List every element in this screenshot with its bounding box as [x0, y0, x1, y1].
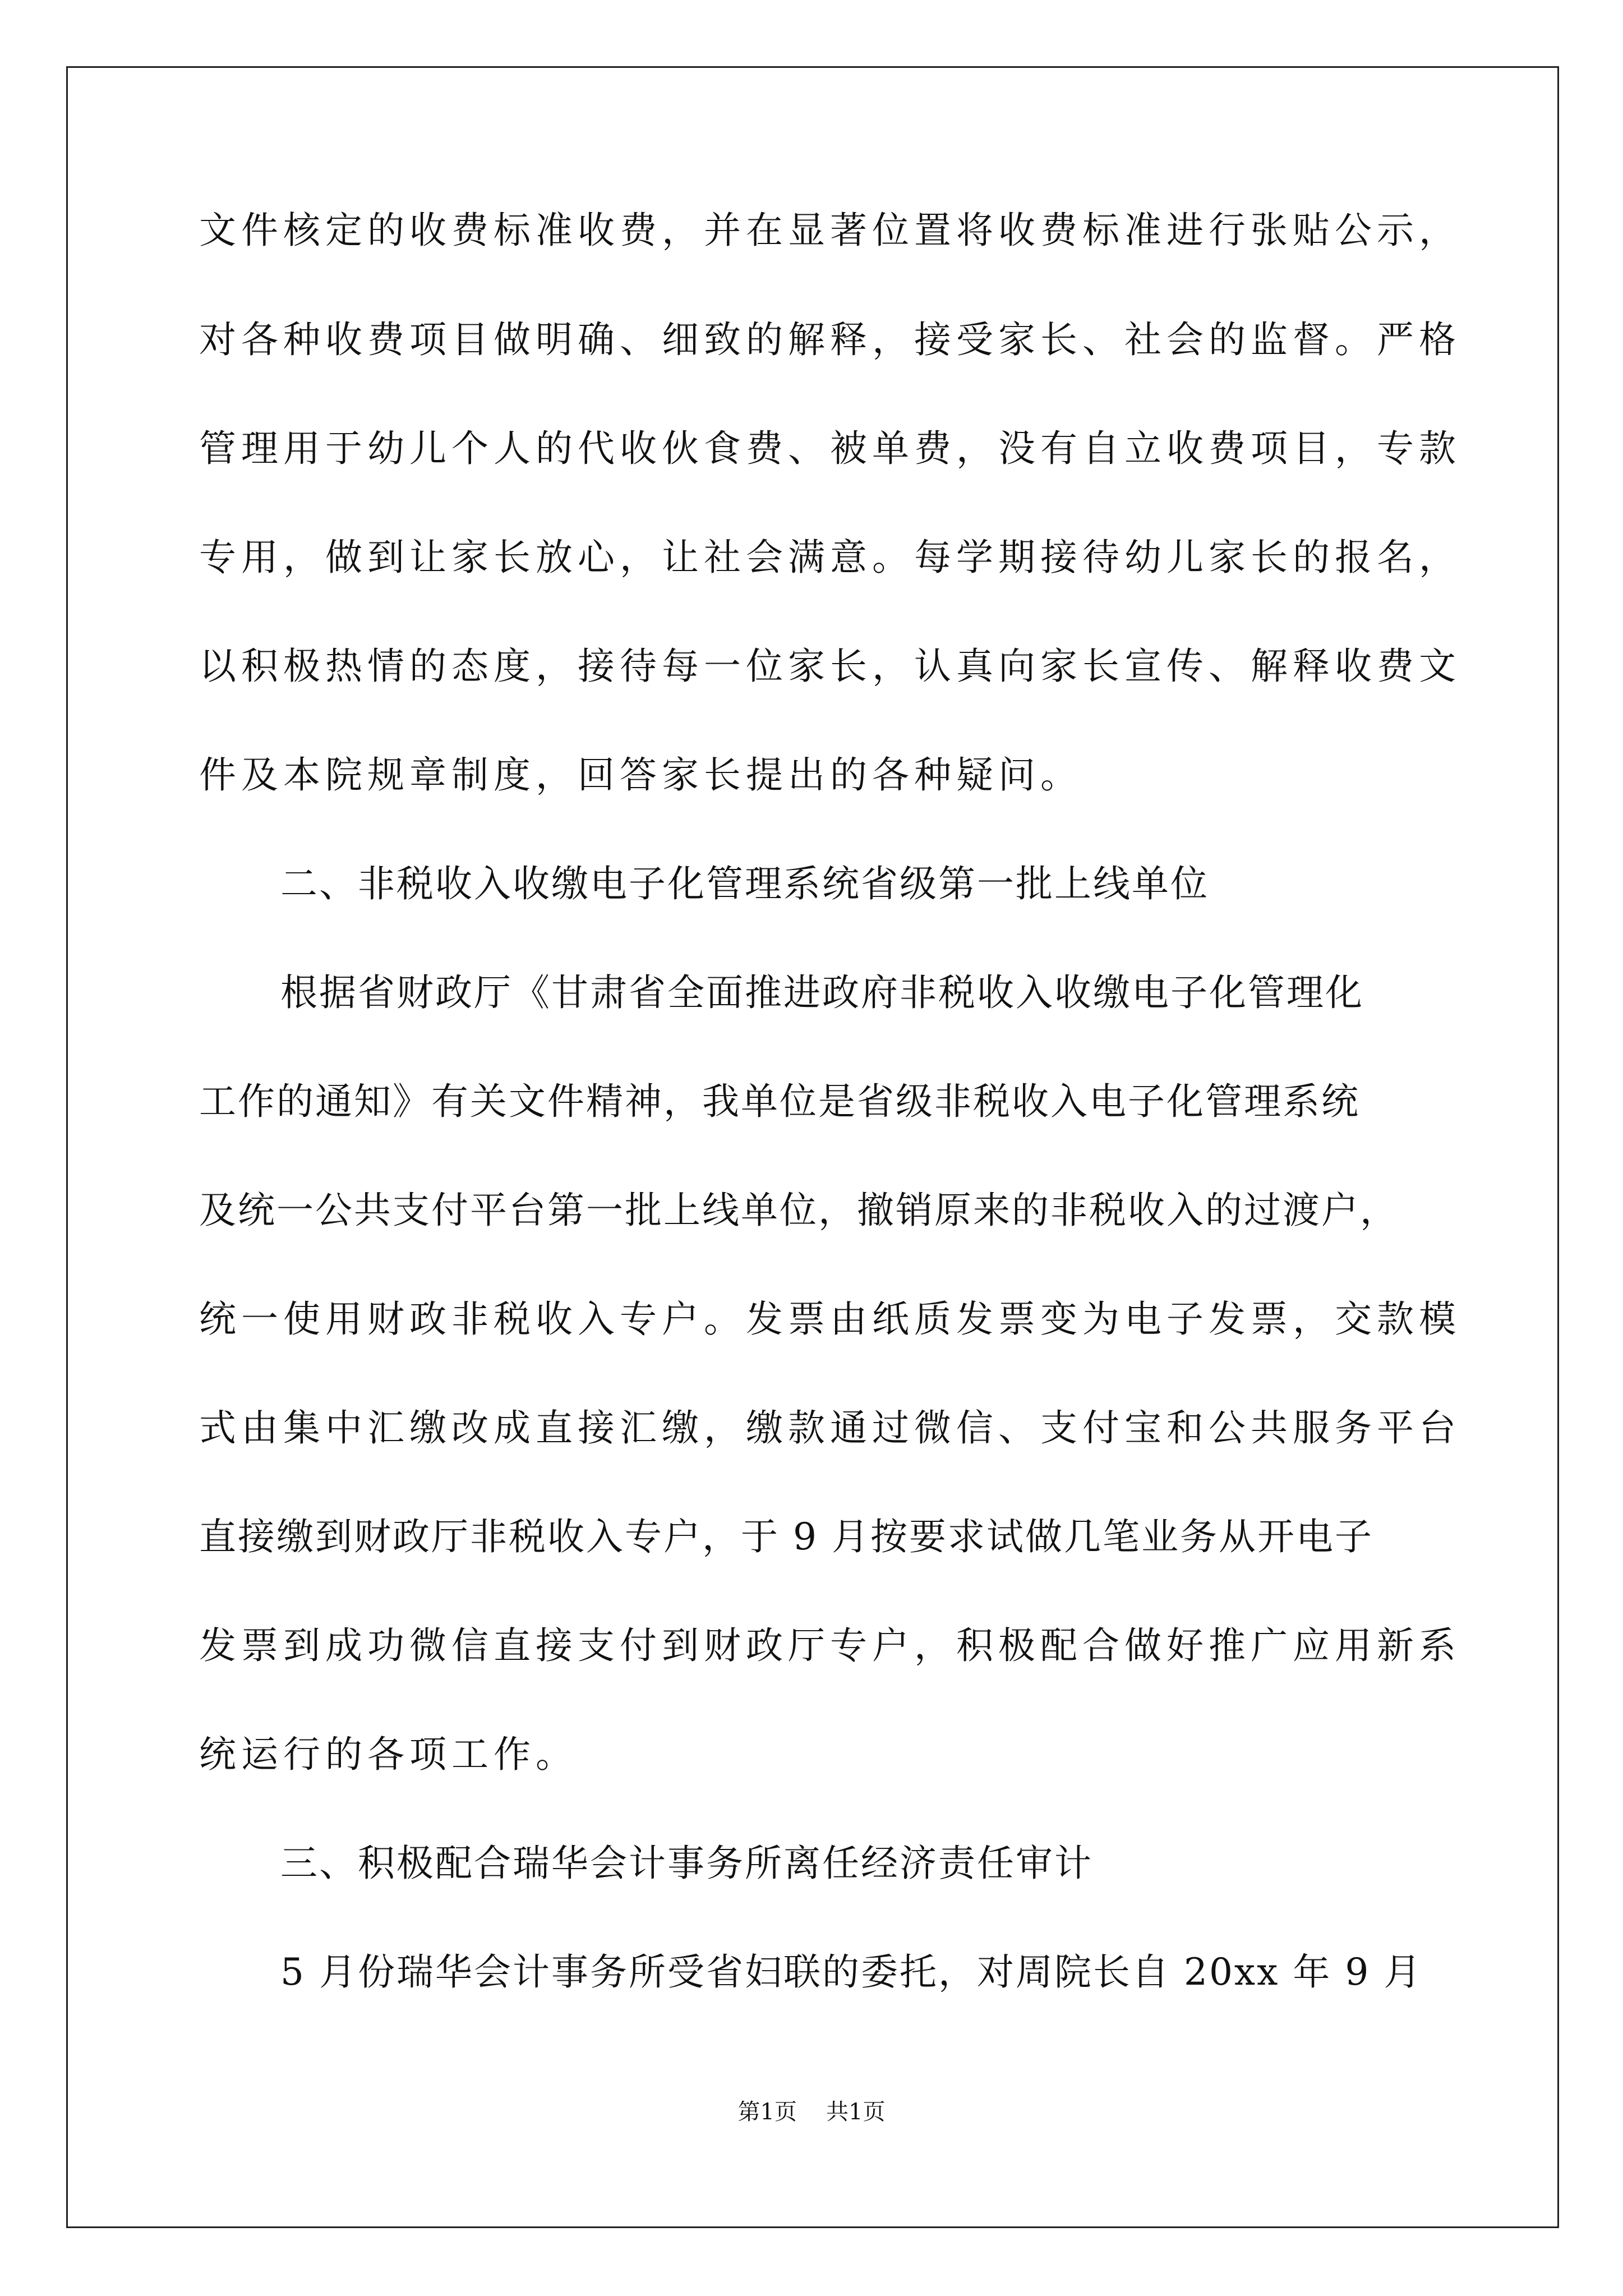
text-line: 发票到成功微信直接支付到财政厅专户，积极配合做好推广应用新系 [199, 1624, 1461, 1667]
text-line: 统一使用财政非税收入专户。发票由纸质发票变为电子发票，交款模 [199, 1297, 1461, 1341]
text-line: 直接缴到财政厅非税收入专户，于 9 月按要求试做几笔业务从开电子 [199, 1515, 1373, 1558]
text-line: 专用，做到让家长放心，让社会满意。每学期接待幼儿家长的报名， [199, 536, 1461, 579]
text-line: 管理用于幼儿个人的代收伙食费、被单费，没有自立收费项目，专款 [199, 427, 1461, 470]
text-line: 式由集中汇缴改成直接汇缴，缴款通过微信、支付宝和公共服务平台 [199, 1406, 1461, 1450]
text-line: 统运行的各项工作。 [199, 1733, 578, 1776]
page-total: 共1页 [826, 2099, 886, 2125]
page-footer [0, 2101, 1623, 2123]
page-frame [66, 66, 1559, 2228]
page-number: 第1页 [737, 2099, 797, 2125]
section-heading: 二、非税收入收缴电子化管理系统省级第一批上线单位 [280, 862, 1209, 905]
text-line: 工作的通知》有关文件精神，我单位是省级非税收入电子化管理系统 [199, 1080, 1360, 1123]
section-heading: 三、积极配合瑞华会计事务所离任经济责任审计 [280, 1842, 1093, 1885]
text-line: 以积极热情的态度，接待每一位家长，认真向家长宣传、解释收费文 [199, 645, 1461, 688]
text-line: 5 月份瑞华会计事务所受省妇联的委托，对周院长自 20xx 年 9 月 [280, 1950, 1423, 1994]
text-line: 根据省财政厅《甘肃省全面推进政府非税收入收缴电子化管理化 [280, 971, 1364, 1014]
text-line: 及统一公共支付平台第一批上线单位，撤销原来的非税收入的过渡户， [199, 1189, 1399, 1232]
text-line: 对各种收费项目做明确、细致的解释，接受家长、社会的监督。严格 [199, 318, 1461, 361]
text-line: 文件核定的收费标准收费，并在显著位置将收费标准进行张贴公示， [199, 209, 1461, 252]
text-line: 件及本院规章制度，回答家长提出的各种疑问。 [199, 753, 1082, 797]
